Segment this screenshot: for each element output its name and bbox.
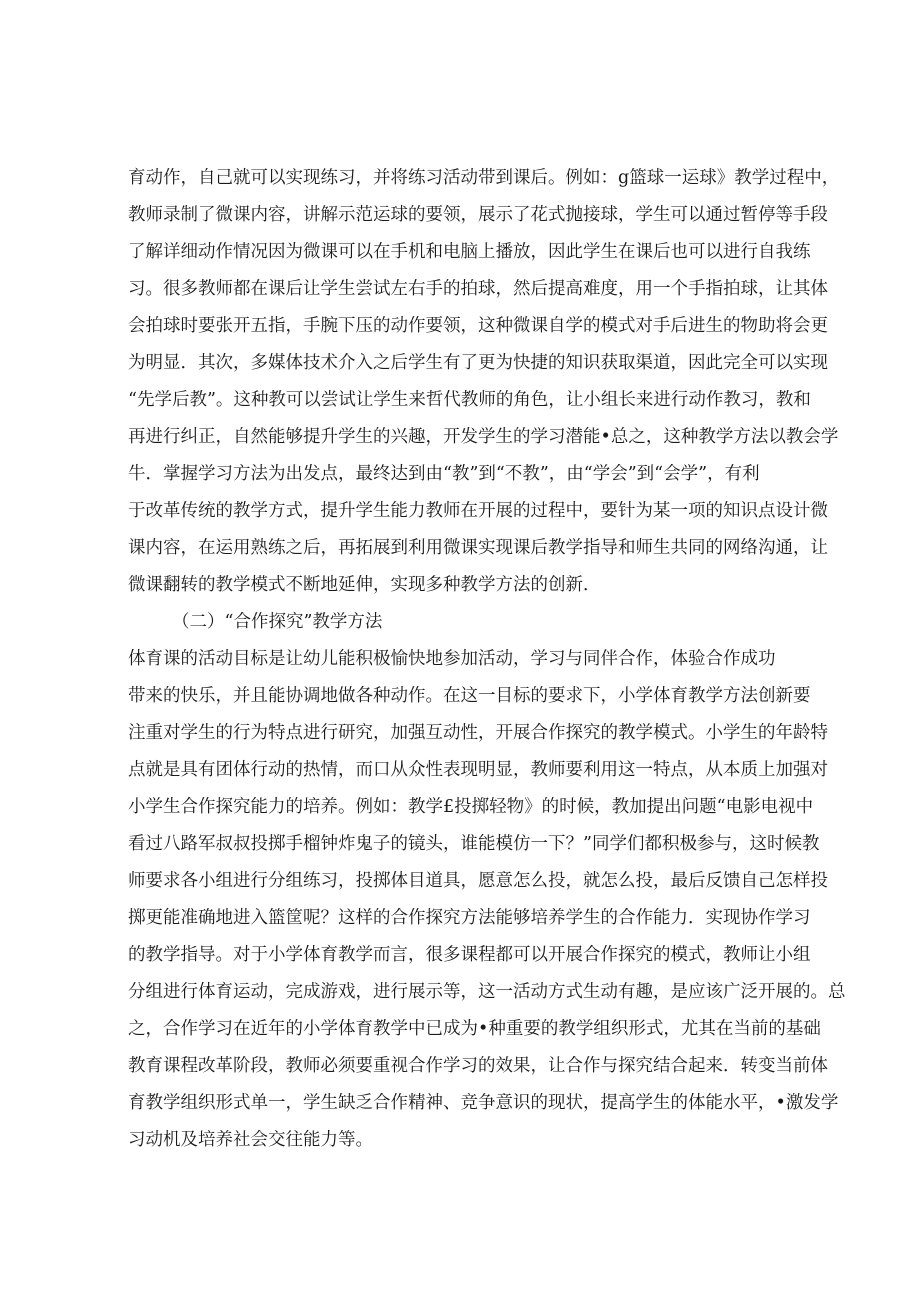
paragraph-line: 注重对学生的行为特点进行研究，加强互动性，开展合作探究的教学模式。小学生的年龄特 [128, 723, 828, 743]
paragraph-line: 教育课程改革阶段，教师必须要重视合作学习的效果，让合作与探究结合起来．转变当前体 [128, 1056, 828, 1076]
paragraph-line: 课内容，在运用熟练之后，再拓展到利用微课实现课后教学指导和师生共同的网络沟通，让 [128, 538, 828, 558]
paragraph-line: 会拍球时要张开五指，手腕下压的动作要领，这种微课自学的模式对手后进生的物助将会更 [128, 316, 828, 336]
paragraph-line: 为明显．其次，多媒体技术介入之后学生有了更为快捷的知识获取渠道，因此完全可以实现 [128, 353, 828, 373]
section-heading: （二）“合作探究”教学方法 [172, 612, 383, 632]
paragraph-line: 分组进行体育运动，完成游戏，进行展示等，这一活动方式生动有趣，是应该广泛开展的。总 [128, 982, 846, 1002]
paragraph-line: 牛．掌握学习方法为出发点，最终达到由“教”到“不教”，由“学会”到“会学”，有利 [128, 464, 760, 484]
paragraph-line: 之，合作学习在近年的小学体育教学中已成为•种重要的教学组织形式，尤其在当前的基础 [128, 1019, 821, 1039]
paragraph-line: “先学后教”。这种教可以尝试让学生来哲代教师的角色，让小组长来进行动作教习，教和 [128, 390, 811, 410]
paragraph-line: 掷更能准确地进入篮筐呢？这样的合作探究方法能够培养学生的合作能力．实现协作学习 [128, 908, 811, 928]
paragraph-line: 习。很多教师都在课后让学生尝试左右手的拍球，然后提高难度，用一个手指拍球，让其体 [128, 279, 828, 299]
paragraph-line: 再进行纠正，自然能够提升学生的兴趣，开发学生的学习潜能•总之，这种教学方法以教会学 [128, 427, 839, 447]
paragraph-line: 的教学指导。对于小学体育教学而言，很多课程都可以开展合作探究的模式，教师让小组 [128, 945, 811, 965]
paragraph-line: 于改革传统的教学方式，提升学生能力教师在开展的过程中，要针为某一项的知识点设计微 [128, 501, 828, 521]
paragraph-line: 点就是具有团体行动的热情，而口从众性表现明显，教师要利用这一特点，从本质上加强对 [128, 760, 828, 780]
paragraph-line: 教师录制了微课内容，讲解示范运球的要领，展示了花式抛接球，学生可以通过暂停等手段 [128, 205, 828, 225]
paragraph-line: 师要求各小组进行分组练习，投掷体目道具，愿意怎么投，就怎么投，最后反馈自己怎样投 [128, 871, 828, 891]
paragraph-line: 了解详细动作情况因为微课可以在手机和电脑上播放，因此学生在课后也可以进行自我练 [128, 242, 811, 262]
paragraph-line: 看过八路军叔叔投掷手榴钟炸鬼子的镜头，谁能模仿一下？”同学们都积极参与，这时候教 [128, 834, 820, 854]
paragraph-line: 育教学组织形式单一，学生缺乏合作精神、竞争意识的现状，提高学生的体能水平，•激发学 [128, 1093, 839, 1113]
paragraph-line: 小学生合作探究能力的培养。例如：教学£投掷轻物》的时候，教加提出问题“电影电视中 [128, 797, 814, 817]
paragraph-line: 育动作，自己就可以实现练习，并将练习活动带到课后。例如：g篮球一运球》教学过程中， [128, 168, 840, 188]
paragraph-line: 体育课的活动目标是让幼儿能积极愉快地参加活动，学习与同伴合作，体验合作成功 [128, 649, 776, 669]
paragraph-line: 微课翻转的教学模式不断地延伸，实现多种教学方法的创新． [128, 575, 601, 595]
paragraph-line: 习动机及培养社会交往能力等。 [128, 1130, 373, 1150]
paragraph-line: 带来的快乐，并且能协调地做各种动作。在这一目标的要求下，小学体育教学方法创新要 [128, 686, 811, 706]
